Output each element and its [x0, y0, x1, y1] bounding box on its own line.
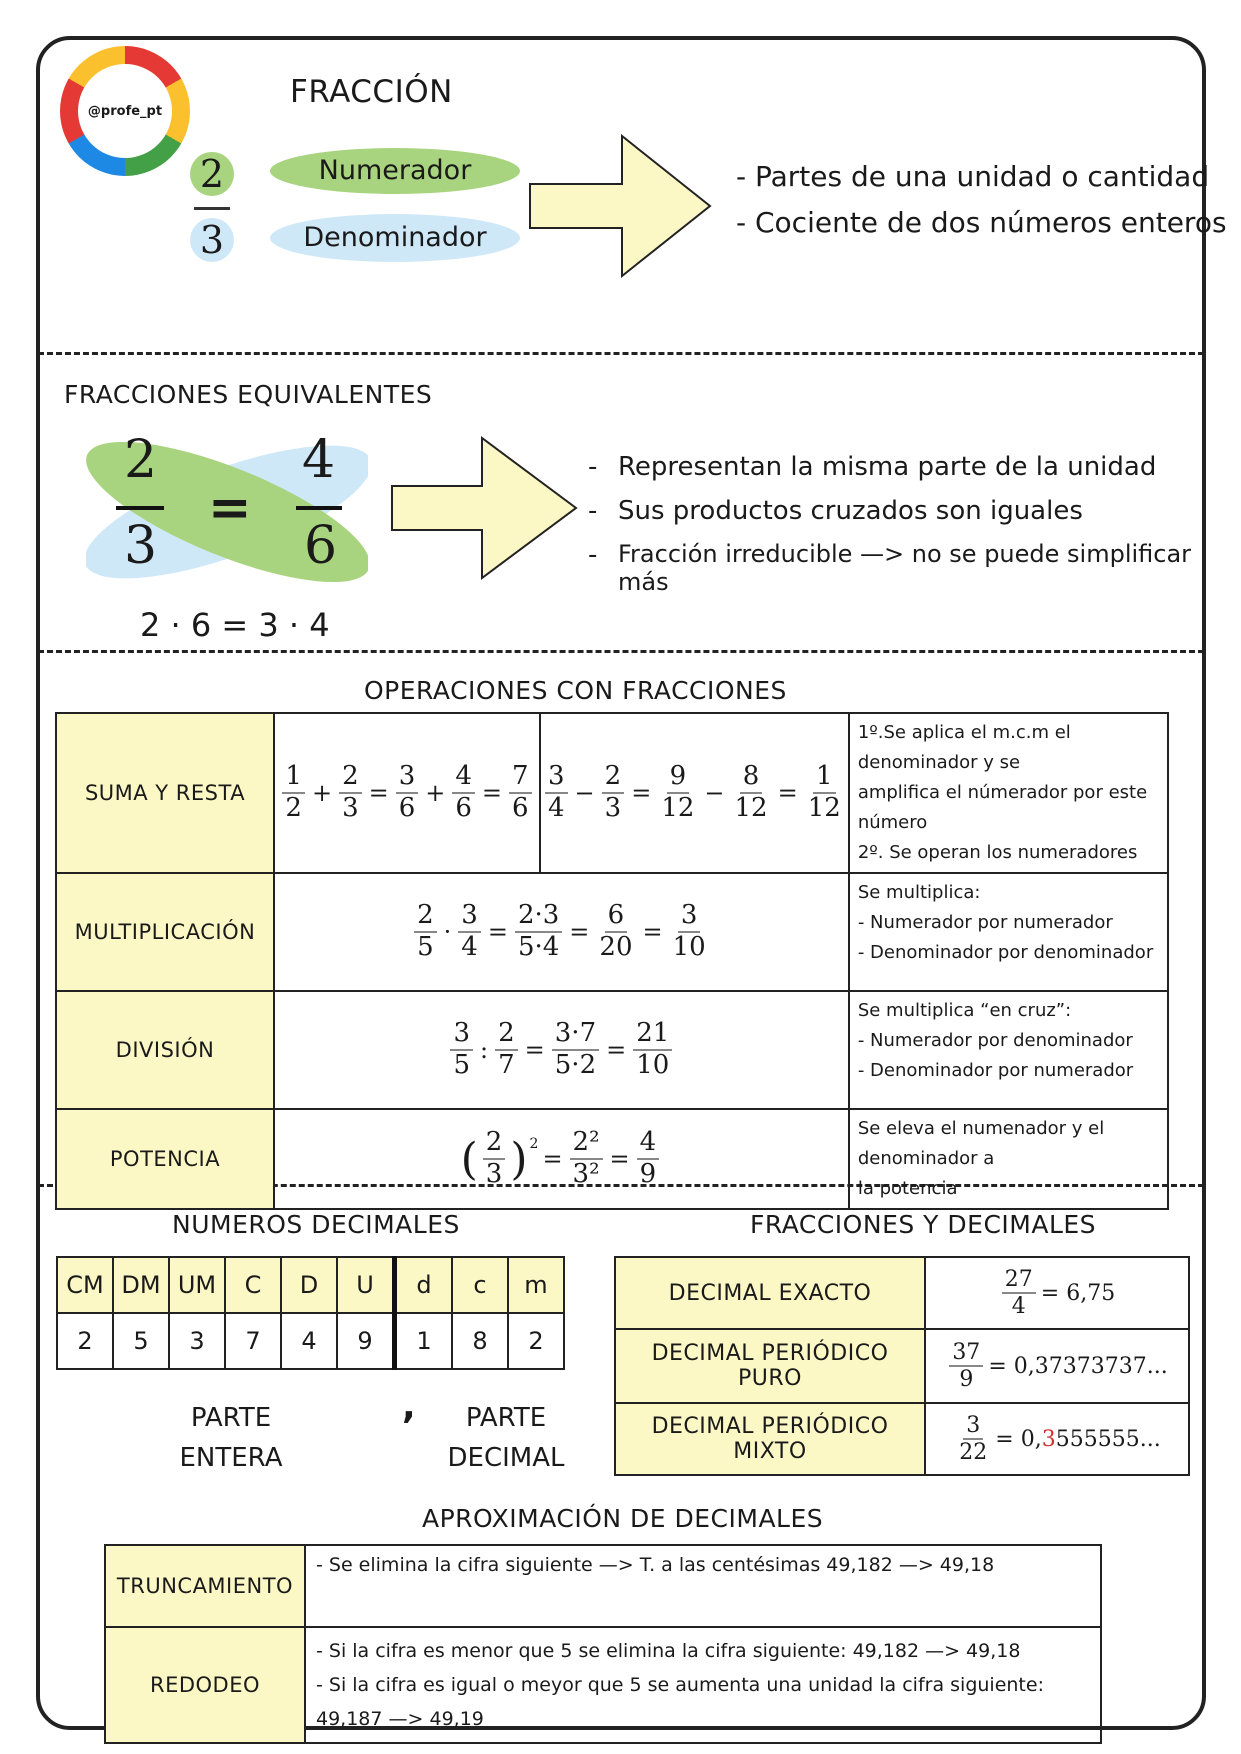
digit-cell: 8 [452, 1313, 508, 1369]
arrow-icon [390, 436, 580, 580]
op-label: MULTIPLICACIÓN [56, 873, 274, 991]
position-cell: c [452, 1257, 508, 1313]
table-row [57, 1313, 564, 1369]
approx-label: REDODEO [105, 1627, 305, 1743]
digit-cell: 4 [281, 1313, 337, 1369]
right-numerator: 4 [302, 430, 336, 490]
logo-text: @profe_pt [87, 103, 163, 119]
table-row [56, 873, 1168, 991]
subtraction-example: $\frac{3}{4}$ − $\frac{2}{3}$ = $\frac{9}{12}$ − $\frac{8}{12}$ = $\frac{1}{12}$ [540, 713, 849, 873]
operations-table [55, 712, 1169, 1210]
position-cell: CM [57, 1257, 113, 1313]
fraction-bar [194, 207, 230, 210]
equals-sign: = [208, 478, 252, 538]
div-example: $\frac{3}{5}$ : $\frac{2}{7}$ = $\frac{3\cdot 7}{5\cdot 2}$ = $\frac{21}{10}$ [274, 991, 849, 1109]
op-description: Se multiplica “en cruz”: - Numerador por denominador - Denominador por numerador [849, 991, 1168, 1109]
table-row [56, 1109, 1168, 1209]
decimal-type-label: DECIMAL PERIÓDICO PURO [615, 1329, 925, 1403]
op-description: 1º.Se aplica el m.c.m el denominador y se amplifica el númerador por este número 2º. Se operan los numeradores [849, 713, 1168, 873]
position-cell: U [337, 1257, 395, 1313]
approx-label: TRUNCAMIENTO [105, 1545, 305, 1627]
position-cell: D [281, 1257, 337, 1313]
fraction-bullet: - Cociente de dos números enteros [736, 206, 1227, 239]
pow-example: ( $\frac{2}{3}$ ) $^2$ = $\frac{\text{2²}}{\text{3²}}$ = $\frac{4}{9}$ [274, 1109, 849, 1209]
fractions-decimals-title: FRACCIONES Y DECIMALES [750, 1210, 1097, 1239]
fraction-title: FRACCIÓN [290, 74, 453, 110]
op-label: DIVISIÓN [56, 991, 274, 1109]
sum-example: $\frac{1}{2}$ + $\frac{2}{3}$ = $\frac{3}{6}$ + $\frac{4}{6}$ = $\frac{7}{6}$ [274, 713, 540, 873]
divider [38, 650, 1204, 653]
decimals-title: NUMEROS DECIMALES [172, 1210, 460, 1239]
numerator-label: Numerador [270, 148, 520, 194]
decimal-part-label: PARTE DECIMAL [447, 1403, 565, 1473]
equiv-bullet-dash: - [588, 496, 598, 526]
position-cell: d [395, 1257, 453, 1313]
table-row [57, 1257, 564, 1313]
approximation-title: APROXIMACIÓN DE DECIMALES [422, 1504, 824, 1533]
digit-cell: 1 [395, 1313, 453, 1369]
fraction-bar [296, 506, 342, 510]
equiv-bullet: Sus productos cruzados son iguales [618, 496, 1083, 526]
denominator-label: Denominador [270, 214, 520, 262]
mult-example: $\frac{2}{5}$ · $\frac{3}{4}$ = $\frac{2\cdot 3}{5\cdot 4}$ = $\frac{6}{20}$ = $\frac{3}{10}$ [274, 873, 849, 991]
decimal-example: $\frac{27}{4}$ = 6,75 [925, 1257, 1189, 1329]
table-row [105, 1545, 1101, 1627]
op-label: SUMA Y RESTA [56, 713, 274, 873]
op-description: Se eleva el numenador y el denominador a la potencia [849, 1109, 1168, 1209]
approx-description: - Si la cifra es menor que 5 se elimina la cifra siguiente: 49,182 —> 49,18 - Si la cifra es igual o meyor que 5 se aumenta una unidad la cifra siguiente: 49,187 —> 49,19 [305, 1627, 1101, 1743]
position-cell: UM [169, 1257, 225, 1313]
decimal-comma: , [402, 1386, 416, 1427]
table-row [56, 713, 1168, 873]
approximation-table [104, 1544, 1102, 1744]
denominator-digit: 3 [190, 218, 234, 262]
decimal-example: $\frac{3}{22}$ = 0,3555555... [925, 1403, 1189, 1475]
op-description: Se multiplica: - Numerador por numerador - Denominador por denominador [849, 873, 1168, 991]
digit-cell: 7 [225, 1313, 281, 1369]
fraction-bullet: - Partes de una unidad o cantidad [736, 160, 1210, 193]
cross-product: 2 · 6 = 3 · 4 [140, 606, 330, 644]
approx-description: - Se elimina la cifra siguiente —> T. a las centésimas 49,182 —> 49,18 [305, 1545, 1101, 1627]
digit-cell: 2 [508, 1313, 564, 1369]
fractions-decimals-table [614, 1256, 1190, 1476]
equivalent-title: FRACCIONES EQUIVALENTES [64, 380, 433, 409]
decimal-type-label: DECIMAL EXACTO [615, 1257, 925, 1329]
place-value-table [56, 1256, 565, 1370]
equiv-bullet-dash: - [588, 452, 598, 482]
right-denominator: 6 [304, 516, 338, 576]
digit-cell: 9 [337, 1313, 395, 1369]
table-row [615, 1257, 1189, 1329]
decimal-example: $\frac{37}{9}$ = 0,37373737... [925, 1329, 1189, 1403]
equiv-bullet: Fracción irreducible —> no se puede simplificar más [618, 540, 1192, 596]
op-label: POTENCIA [56, 1109, 274, 1209]
integer-part-label: PARTE ENTERA [179, 1403, 283, 1473]
position-cell: m [508, 1257, 564, 1313]
position-cell: DM [113, 1257, 169, 1313]
arrow-icon [528, 134, 714, 278]
digit-cell: 3 [169, 1313, 225, 1369]
decimal-type-label: DECIMAL PERIÓDICO MIXTO [615, 1403, 925, 1475]
divider [38, 352, 1204, 355]
fraction-bar [116, 506, 164, 510]
left-denominator: 3 [124, 516, 158, 576]
digit-cell: 2 [57, 1313, 113, 1369]
position-cell: C [225, 1257, 281, 1313]
table-row [615, 1403, 1189, 1475]
digit-cell: 5 [113, 1313, 169, 1369]
equiv-bullet: Representan la misma parte de la unidad [618, 452, 1157, 482]
numerator-digit: 2 [190, 152, 234, 196]
table-row [105, 1627, 1101, 1743]
operations-title: OPERACIONES CON FRACCIONES [364, 676, 787, 705]
table-row [56, 991, 1168, 1109]
table-row [615, 1329, 1189, 1403]
left-numerator: 2 [124, 430, 158, 490]
logo [60, 46, 190, 176]
equiv-bullet-dash: - [588, 540, 598, 570]
